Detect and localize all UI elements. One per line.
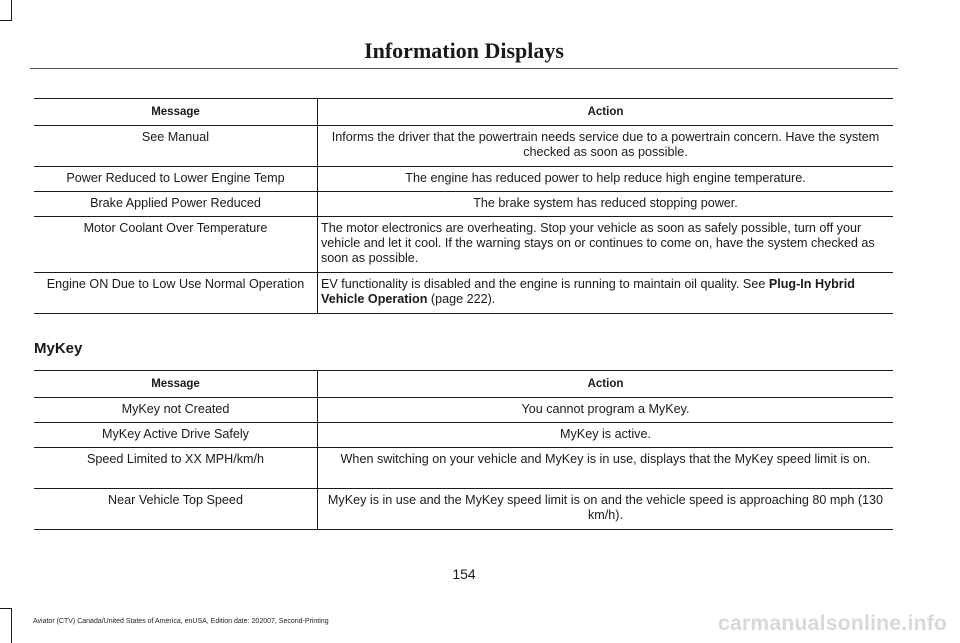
table-row (34, 423, 893, 448)
message-cell: MyKey not Created (34, 398, 318, 423)
column-header-action: Action (318, 99, 894, 126)
table-row (34, 448, 893, 489)
action-cell: You cannot program a MyKey. (318, 398, 894, 423)
page-reference: (page 222). (427, 292, 496, 306)
message-cell: Speed Limited to XX MPH/km/h (34, 448, 318, 489)
table-row (34, 126, 893, 167)
action-cell: When switching on your vehicle and MyKey is in use, displays that the MyKey speed limit is on. (318, 448, 894, 489)
action-text: EV functionality is disabled and the engine is running to maintain oil quality. See (321, 277, 769, 291)
message-cell: MyKey Active Drive Safely (34, 423, 318, 448)
message-table-powertrain (34, 98, 893, 314)
header-rule (30, 68, 898, 69)
table-row (34, 192, 893, 217)
page-number: 154 (452, 566, 476, 582)
message-cell: Engine ON Due to Low Use Normal Operation (34, 273, 318, 314)
crop-mark (11, 608, 12, 643)
action-cell: MyKey is active. (318, 423, 894, 448)
message-cell: See Manual (34, 126, 318, 167)
crop-mark (0, 20, 12, 21)
table-row (34, 167, 893, 192)
column-header-action: Action (318, 371, 894, 398)
message-cell: Power Reduced to Lower Engine Temp (34, 167, 318, 192)
table-row (34, 398, 893, 423)
column-header-message: Message (34, 99, 318, 126)
message-cell: Brake Applied Power Reduced (34, 192, 318, 217)
cross-reference-link[interactable]: Plug-In Hybrid Vehicle Operation (321, 277, 855, 306)
column-header-message: Message (34, 371, 318, 398)
crop-mark (11, 0, 12, 20)
action-cell: The brake system has reduced stopping power. (318, 192, 894, 217)
action-cell: The engine has reduced power to help reduce high engine temperature. (318, 167, 894, 192)
message-cell: Near Vehicle Top Speed (34, 489, 318, 530)
table-row (34, 217, 893, 273)
page-title: Information Displays (364, 38, 564, 63)
table-row (34, 489, 893, 530)
action-cell (318, 273, 894, 314)
edition-footer: Aviator (CTV) Canada/United States of America, enUSA, Edition date: 202007, Second-Printing (33, 618, 329, 625)
section-title: MyKey (34, 340, 83, 357)
message-table-mykey (34, 370, 893, 530)
watermark: carmanualsonline.info (718, 612, 948, 635)
action-cell: The motor electronics are overheating. Stop your vehicle as soon as safely possible, turn off your vehicle and let it cool. If the warning stays on or continues to come on, have the system checked as soon as possible. (318, 217, 894, 273)
message-cell: Motor Coolant Over Temperature (34, 217, 318, 273)
table-row (34, 273, 893, 314)
action-cell: Informs the driver that the powertrain needs service due to a powertrain concern. Have the system checked as soon as possible. (318, 126, 894, 167)
action-cell: MyKey is in use and the MyKey speed limit is on and the vehicle speed is approaching 80 mph (130 km/h). (318, 489, 894, 530)
